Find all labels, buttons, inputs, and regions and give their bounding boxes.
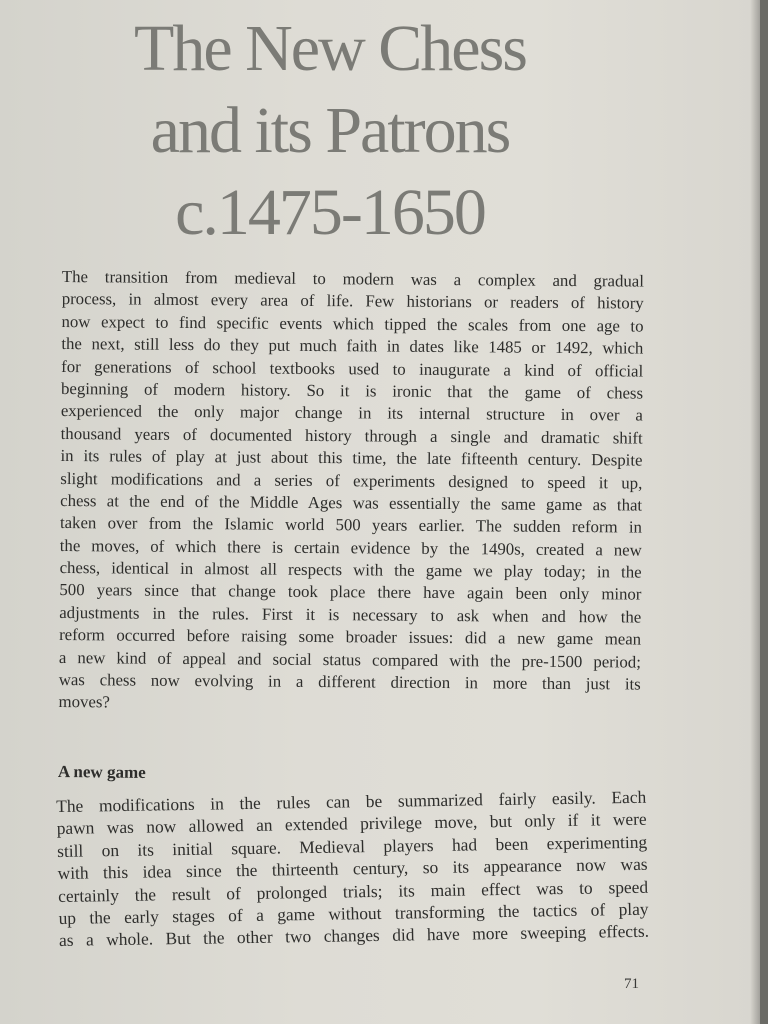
text-line: chess at the end of the Middle Ages was essentially the same game as that [60,490,643,515]
text-line: pawn was now allowed an extended privilege move, but only if it were [56,809,647,839]
text-line: 500 years since that change took place there have again been only minor [59,580,642,605]
text-line: chess, identical in almost all respects with the game we play today; in the [59,558,642,582]
text-line: with this idea since the thirteenth century, so its appearance now was [57,853,648,884]
text-line: moves? [58,692,110,712]
title-line-3: c.1475-1650 [175,176,485,249]
text-line: the next, still less do they put much faith in dates like 1485 or 1492, which [61,334,644,358]
text-line: as a whole. But the other two changes did have more sweeping effects. [58,921,650,951]
text-line: a new kind of appeal and social status compared with the pre-1500 period; [58,647,641,672]
text-line: taken over from the Islamic world 500 years earlier. The sudden reform in [59,513,643,537]
intro-paragraph [58,266,643,718]
chapter-title [100,8,560,254]
text-line: process, in almost every area of life. Few historians or readers of history [61,289,644,313]
text-line: The transition from medieval to modern was a complex and gradual [61,266,644,291]
text-line: beginning of modern history. So it is ironic that the game of chess [60,378,644,403]
page-number: 71 [624,976,639,992]
text-line: the moves, of which there is certain evidence by the 1490s, created a new [59,535,642,560]
text-line: reform occurred before raising some broader issues: did a new game mean [59,625,642,649]
text-line: adjustments in the rules. First it is necessary to ask when and how the [59,602,642,627]
text-line: The modifications in the rules can be summarized fairly easily. Each [56,786,647,816]
section-heading: A new game [57,762,146,782]
text-line: slight modifications and a series of experiments designed to speed it up, [60,468,643,493]
text-line: experienced the only major change in its internal structure in over a [60,401,643,425]
title-line-1: The New Chess [134,12,526,85]
title-line-2: and its Patrons [150,94,510,167]
section-paragraph [56,786,649,952]
text-line: was chess now evolving in a different direction in more than just its [58,670,641,694]
text-line: up the early stages of a game without transforming the tactics of play [58,898,649,928]
text-line: thousand years of documented history through a single and dramatic shift [60,423,643,448]
text-line: for generations of school textbooks used to inaugurate a kind of official [61,356,644,381]
text-line: now expect to find specific events which tipped the scales from one age to [61,311,644,336]
page-edge-shadow [750,0,760,1024]
text-line: certainly the result of prolonged trials; its main effect was to speed [57,876,649,906]
text-line: still on its initial square. Medieval players had been experimenting [56,831,648,861]
text-line: in its rules of play at just about this time, the late fifteenth century. Despite [60,446,643,470]
